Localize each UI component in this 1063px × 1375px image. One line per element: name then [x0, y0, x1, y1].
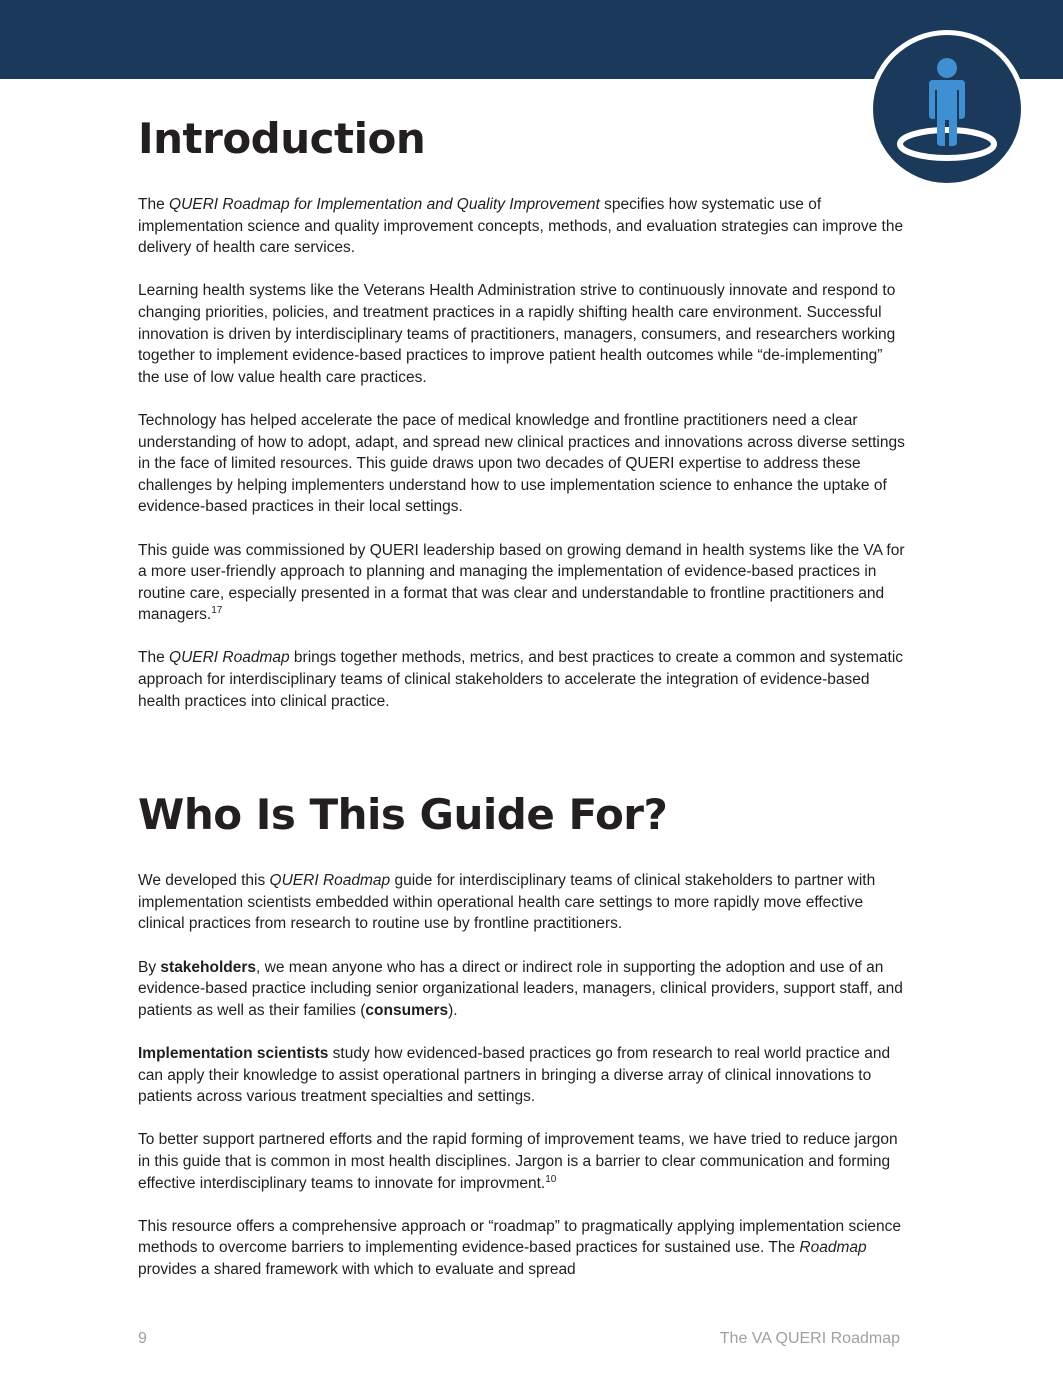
introduction-heading: Introduction: [138, 114, 426, 163]
page-content: [138, 110, 908, 1302]
footnote-reference: 10: [545, 1173, 557, 1185]
who-paragraph-3: Implementation scientists study how evidenced-based practices go from research to real world practice and can apply their knowledge to assist operational partners in bringing a diverse array of clinical innovations to patients across various treatment specialties and settings.: [138, 1045, 891, 1106]
intro-paragraph-5: The QUERI Roadmap brings together methods, metrics, and best practices to create a common and systematic approach for interdisciplinary teams of clinical stakeholders to accelerate the integration of evidence-based health practices into clinical practice.: [138, 649, 904, 710]
who-paragraph-1: We developed this QUERI Roadmap guide for interdisciplinary teams of clinical stakeholders to partner with implementation scientists embedded within operational health care settings to more rapidly move effective clinical practices from research to routine use by frontline practitioners.: [138, 872, 876, 933]
footer-document-title: The VA QUERI Roadmap: [719, 1330, 900, 1347]
intro-paragraph-3: Technology has helped accelerate the pace of medical knowledge and frontline practitioners need a clear understanding of how to adopt, adapt, and spread new clinical practices and innovations across diverse settings in the face of limited resources. This guide draws upon two decades of QUERI expertise to address these challenges by helping implementers understand how to use implementation science to enhance the uptake of evidence-based practices in their local settings.: [138, 411, 905, 516]
who-paragraph-5: This resource offers a comprehensive approach or “roadmap” to pragmatically applying implementation science methods to overcome barriers to implementing evidence-based practices for sustained use. The Roadmap provides a shared framework with which to evaluate and spread: [138, 1217, 902, 1278]
intro-paragraph-1: The QUERI Roadmap for Implementation and Quality Improvement specifies how systematic use of implementation science and quality improvement concepts, methods, and evaluation strategies can improve the delivery of health care services.: [138, 196, 904, 257]
intro-paragraph-4: This guide was commissioned by QUERI leadership based on growing demand in health systems like the VA for a more user-friendly approach to planning and managing the implementation of evidence-based practices in routine care, especially presented in a format that was clear and understandable to frontline practitioners and managers.$^{17}$: [138, 541, 905, 624]
who-paragraph-2: By stakeholders, we mean anyone who has a direct or indirect role in supporting the adoption and use of an evidence-based practice including senior organizational leaders, managers, clinical providers, support staff, and patients as well as their families (consumers).: [138, 958, 903, 1019]
footnote-reference: 17: [211, 605, 223, 617]
page-number: 9: [138, 1330, 147, 1347]
who-paragraph-4: To better support partnered efforts and the rapid forming of improvement teams, we have tried to reduce jargon in this guide that is common in most health disciplines. Jargon is a barrier to clear communication and forming effective interdisciplinary teams to innovate for improvment.$^{10}$: [138, 1131, 898, 1192]
intro-paragraph-2: Learning health systems like the Veterans Health Administration strive to continuously innovate and respond to changing priorities, policies, and treatment practices in a rapidly shifting health care environment. Successful innovation is driven by interdisciplinary teams of practitioners, managers, consumers, and researchers working together to implement evidence-based practices to improve patient health outcomes while “de-implementing” the use of low value health care practices.: [138, 282, 896, 386]
who-is-this-guide-for-heading: Who Is This Guide For?: [138, 790, 668, 840]
